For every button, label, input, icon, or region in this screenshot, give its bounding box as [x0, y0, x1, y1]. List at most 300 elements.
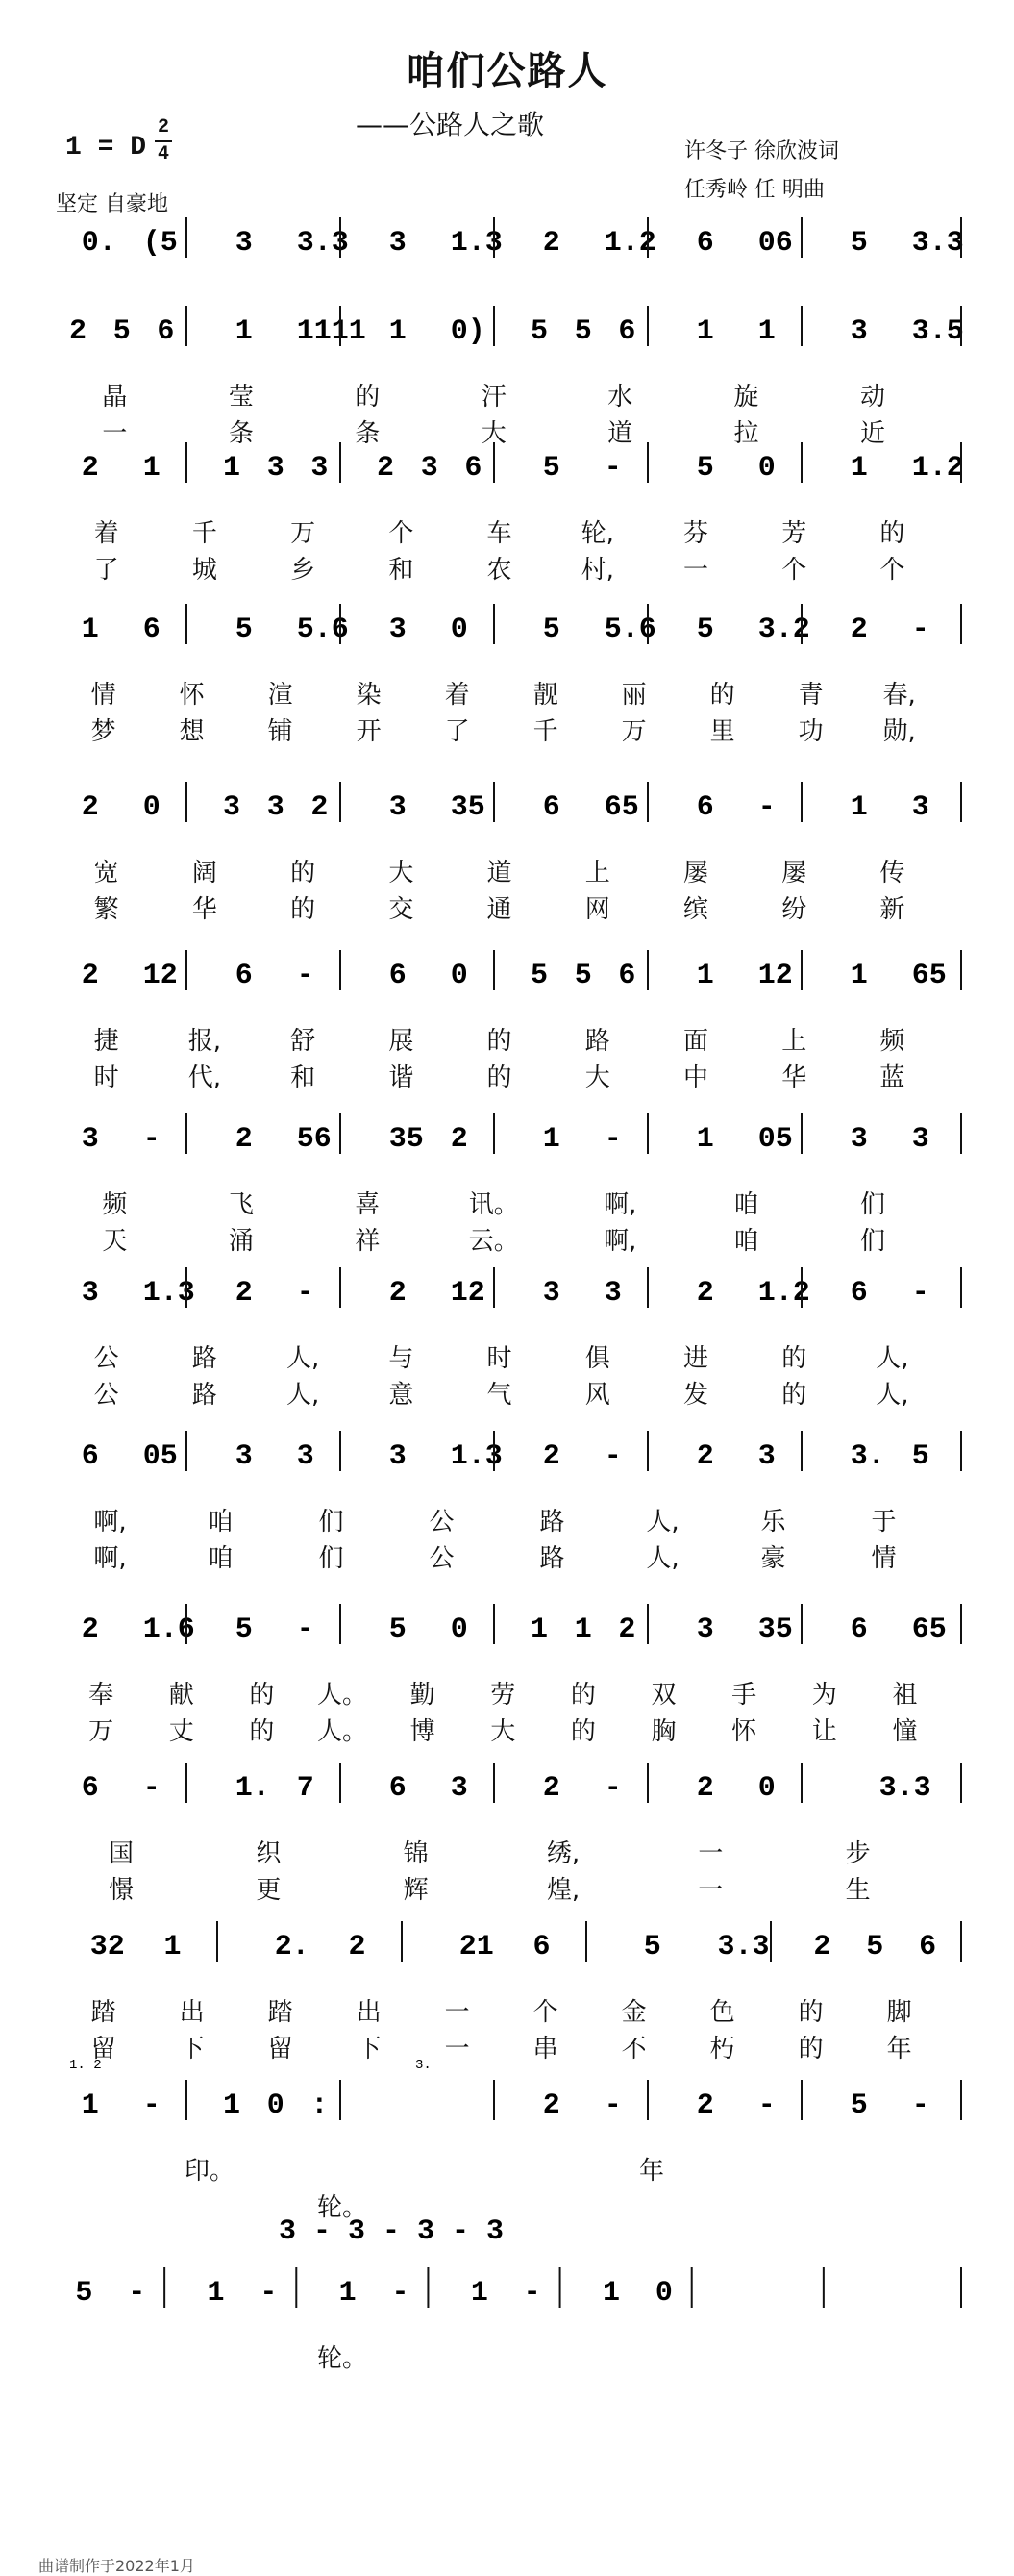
lyric-syllable: 报, [187, 1027, 222, 1056]
lyric-syllable: 通 [486, 895, 512, 924]
lyric-syllable: 中 [682, 1063, 709, 1092]
lyric-syllable: 的 [709, 681, 735, 710]
lyric-syllable: 铺 [267, 717, 293, 746]
lyric-syllable: 万 [621, 717, 647, 746]
lyric-syllable: 丈 [168, 1717, 194, 1746]
lyric-syllable: 大 [481, 419, 507, 448]
note-group: 5 [574, 315, 592, 348]
volta-2-label: 3. [415, 2058, 432, 2073]
note-group: 1.6 [142, 1613, 195, 1646]
note-group: 5 [531, 960, 549, 992]
note-group: 2. [274, 1931, 309, 1963]
lyric-syllable: 留 [90, 2035, 116, 2063]
lyric-line-2 [0, 550, 1014, 585]
lyric-syllable: 靓 [532, 681, 558, 710]
note-group: 6 [388, 960, 407, 992]
note-group: 35 [757, 1613, 793, 1646]
note-group: 1 [142, 452, 161, 485]
note-group: 1 [531, 1613, 549, 1646]
notation-svg [0, 435, 1014, 521]
note-group: 6 [532, 1931, 551, 1963]
lyric-syllable: 憬 [108, 1876, 135, 1905]
note-group: 35 [450, 791, 485, 824]
note-group: 2 [696, 1277, 714, 1310]
lyric-syllable: 大 [584, 1063, 610, 1092]
note-group: 65 [604, 791, 639, 824]
note-group: 12 [142, 960, 178, 992]
lyric-syllable: 印。 [184, 2157, 235, 2186]
lyric-syllable: 染 [356, 681, 382, 710]
lyric-syllable: 纷 [781, 895, 807, 924]
note-group: 3 [911, 791, 929, 824]
lyric-syllable: 朽 [709, 2035, 735, 2063]
note-group: 2 [696, 2089, 714, 2122]
note-group: 3 [850, 315, 868, 348]
lyric-syllable: 步 [845, 1839, 871, 1868]
lyric-syllable: 人, [285, 1344, 320, 1373]
note-group: 2 [81, 960, 99, 992]
lyric-syllable: 的 [781, 1344, 807, 1373]
note-group: - [604, 1440, 622, 1473]
notation-svg [0, 1260, 1014, 1346]
lyric-syllable: 村, [581, 556, 614, 585]
note-group: 1 [207, 2277, 225, 2310]
lyric-syllable: 和 [388, 556, 414, 585]
note-group: 3.3 [717, 1931, 770, 1963]
note-group: 0 [266, 2089, 284, 2122]
note-group: 2 [348, 1931, 366, 1963]
lyric-syllable: 的 [290, 859, 316, 888]
lyric-syllable: 豪 [760, 1544, 786, 1573]
note-group: 1 [81, 2089, 99, 2122]
lyric-syllable: 城 [191, 556, 217, 585]
lyric-syllable: 青 [798, 681, 824, 710]
lyric-syllable: 人, [646, 1508, 680, 1537]
lyric-syllable: 于 [871, 1508, 897, 1537]
note-group: - [142, 1772, 161, 1805]
note-group: 5 [542, 452, 560, 485]
lyric-syllable: 频 [879, 1027, 905, 1056]
lyric-syllable: 们 [318, 1508, 344, 1537]
lyric-syllable: 喜 [355, 1190, 381, 1219]
lyric-syllable: 一 [102, 419, 128, 448]
lyric-syllable: 路 [584, 1027, 610, 1056]
note-group: 2 [696, 1772, 714, 1805]
staff-system-11 [0, 1755, 1014, 1816]
notation-svg [0, 942, 1014, 1029]
lyric-syllable: 的 [798, 2035, 824, 2063]
lyric-syllable: 个 [388, 519, 414, 548]
lyric-syllable: 咱 [208, 1544, 234, 1573]
lyric-syllable: 谐 [388, 1063, 414, 1092]
notation-svg [0, 2058, 1014, 2159]
note-group: 3 [542, 1277, 560, 1310]
note-group: 3 [310, 452, 329, 485]
lyric-syllable: 色 [709, 1998, 735, 2027]
lyric-line-2 [0, 889, 1014, 924]
lyric-syllable: 人, [876, 1344, 909, 1373]
note-group: 3.2 [757, 613, 810, 646]
note-group: 6 [919, 1931, 937, 1963]
note-group: 1 [574, 1613, 592, 1646]
lyric-syllable: 博 [409, 1717, 435, 1746]
lyric-syllable: 让 [811, 1717, 837, 1746]
lyric-syllable: 路 [191, 1344, 217, 1373]
lyric-syllable: 一 [698, 1839, 724, 1868]
lyric-syllable: 情 [871, 1544, 897, 1573]
note-group: 3 [388, 227, 407, 260]
note-group: 1 [602, 2277, 620, 2310]
note-group: 5 [235, 1613, 253, 1646]
lyric-syllable: 着 [444, 681, 470, 710]
lyric-syllable: 个 [781, 556, 807, 585]
lyric-syllable: 汗 [481, 383, 507, 412]
lyric-syllable: 锦 [403, 1839, 429, 1868]
lyric-syllable: 脚 [886, 1998, 912, 2027]
note-group: - [296, 1277, 314, 1310]
note-group: 1 [388, 315, 407, 348]
note-group: 3.3 [296, 227, 349, 260]
lyric-syllable: 双 [651, 1681, 677, 1710]
lyric-line-1 [0, 1185, 1014, 1219]
notation-svg [0, 1106, 1014, 1192]
note-group: - [911, 2089, 929, 2122]
lyric-syllable: 宽 [93, 859, 119, 888]
lyric-syllable: 了 [93, 556, 119, 585]
lyric-syllable: 下 [356, 2035, 382, 2063]
lyric-syllable: 国 [108, 1839, 135, 1868]
lyric-syllable: 啊, [93, 1508, 127, 1537]
lyric-syllable: 意 [388, 1381, 414, 1410]
note-group: 1 [223, 2089, 241, 2122]
lyric-syllable: 路 [191, 1381, 217, 1410]
note-group: 2 [81, 452, 99, 485]
note-group: 12 [757, 960, 793, 992]
note-group: 2 [850, 613, 868, 646]
lyric-syllable: 们 [318, 1544, 344, 1573]
lyric-syllable: 着 [93, 519, 119, 548]
lyric-syllable: 大 [388, 859, 414, 888]
lyric-syllable: 展 [388, 1027, 414, 1056]
lyric-syllable: 拉 [733, 419, 759, 448]
note-group: 1 [223, 452, 241, 485]
note-group: 6 [618, 960, 636, 992]
note-group: - [757, 2089, 776, 2122]
note-group: 3 [223, 791, 241, 824]
staff-system-10 [0, 1596, 1014, 1658]
note-group: 7 [296, 1772, 314, 1805]
note-group: 5.6 [604, 613, 656, 646]
notation-svg [0, 1596, 1014, 1683]
lyric-syllable: 踏 [90, 1998, 116, 2027]
note-group: 05 [757, 1123, 793, 1156]
lyric-syllable: 路 [539, 1508, 565, 1537]
lyric-line-2 [0, 1712, 1014, 1746]
lyric-syllable: 和 [290, 1063, 316, 1092]
note-group: : [310, 2089, 329, 2122]
lyric-syllable: 勤 [409, 1681, 435, 1710]
lyric-line-1 [0, 1021, 1014, 1056]
lyric-syllable: 芳 [781, 519, 807, 548]
staff-system-6 [0, 942, 1014, 1004]
note-group: - [604, 452, 622, 485]
lyric-syllable: 的 [290, 895, 316, 924]
lyric-line-1 [0, 675, 1014, 710]
note-group: 6 [850, 1277, 868, 1310]
note-group: - [391, 2277, 409, 2310]
notation-svg [0, 2215, 1014, 2346]
note-group: 3 [235, 1440, 253, 1473]
lyric-syllable: 舒 [290, 1027, 316, 1056]
lyric-syllable: 华 [191, 895, 217, 924]
lyric-line-2 [0, 1538, 1014, 1573]
note-group: 2 [388, 1277, 407, 1310]
lyric-syllable: 的 [486, 1063, 512, 1092]
note-group: 6 [850, 1613, 868, 1646]
staff-system-2 [0, 298, 1014, 360]
lyric-syllable: 的 [570, 1681, 596, 1710]
note-group: 3 [757, 1440, 776, 1473]
lyric-syllable: 啊, [93, 1544, 127, 1573]
note-group: 0 [142, 791, 161, 824]
lyric-line-1 [0, 513, 1014, 548]
notation-svg [0, 210, 1014, 296]
meter-bottom: 4 [157, 143, 169, 165]
tempo-marking: 坚定 自豪地 [56, 192, 168, 216]
song-subtitle: ——公路人之歌 [356, 109, 545, 140]
lyric-syllable: 时 [93, 1063, 119, 1092]
lyric-syllable: 网 [584, 895, 610, 924]
note-group: 3.5 [911, 315, 964, 348]
lyric-syllable: 人。 [316, 1681, 368, 1710]
note-group: 56 [296, 1123, 332, 1156]
lyric-syllable: 绣, [546, 1839, 581, 1868]
note-group: 1 [235, 315, 253, 348]
note-group: - [142, 2089, 161, 2122]
lyric-syllable: 缤 [682, 895, 709, 924]
note-group: 1 [470, 2277, 488, 2310]
note-group: 1 [757, 315, 776, 348]
notation-svg [0, 1913, 1014, 2000]
note-group: 3 [604, 1277, 622, 1310]
lyric-syllable: 频 [102, 1190, 128, 1219]
lyric-line-2 [0, 1221, 1014, 1256]
note-group: 65 [911, 1613, 947, 1646]
note-group: 2 [618, 1613, 636, 1646]
note-group: 2 [81, 1613, 99, 1646]
note-group: 5 [112, 315, 131, 348]
note-group: - [296, 960, 314, 992]
staff-system-3 [0, 435, 1014, 496]
note-group: 1.2 [604, 227, 656, 260]
lyric-syllable: 动 [859, 383, 886, 412]
lyric-syllable: 为 [811, 1681, 837, 1710]
note-group: 2 [813, 1931, 831, 1963]
note-group: 6 [618, 315, 636, 348]
note-group: 0 [757, 1772, 776, 1805]
lyric-syllable: 个 [879, 556, 905, 585]
note-group: 2 [696, 1440, 714, 1473]
note-group: 1.3 [142, 1277, 195, 1310]
note-group: 5 [696, 452, 714, 485]
lyric-syllable: 下 [179, 2035, 205, 2063]
lyric-syllable: 留 [267, 2035, 293, 2063]
lyric-syllable: 胸 [651, 1717, 677, 1746]
lyric-syllable: 飞 [228, 1190, 254, 1219]
lyric-syllable: 煌, [546, 1876, 581, 1905]
note-group: - [604, 1772, 622, 1805]
lyric-syllable: 生 [845, 1876, 871, 1905]
note-group: 3 [911, 1123, 929, 1156]
note-group: 2 [542, 227, 560, 260]
note-group: 0. [81, 227, 116, 260]
lyric-syllable: 出 [179, 1998, 205, 2027]
lyric-line-2 [0, 1375, 1014, 1410]
note-group: 3 [266, 452, 284, 485]
lyricist-credit: 许冬子 徐欣波词 [684, 139, 839, 163]
lyric-syllable: 轮。 [316, 2193, 368, 2222]
lyric-syllable: 万 [290, 519, 316, 548]
lyric-syllable: 繁 [93, 895, 119, 924]
note-group: 1 [850, 791, 868, 824]
note-group: 3 [450, 1772, 468, 1805]
lyric-line-2 [0, 712, 1014, 746]
note-group: 6 [81, 1440, 99, 1473]
note-group: 1. [235, 1772, 270, 1805]
lyric-syllable: 近 [859, 419, 886, 448]
note-group: - [296, 1613, 314, 1646]
lyric-syllable: 辉 [403, 1876, 429, 1905]
lyric-syllable: 一 [682, 556, 709, 585]
note-group: 2 [235, 1123, 253, 1156]
note-group: 6 [235, 960, 253, 992]
lyric-syllable: 手 [731, 1681, 757, 1710]
lyric-syllable: 的 [879, 519, 905, 548]
lyric-syllable: 开 [356, 717, 382, 746]
lyric-syllable: 屡 [682, 859, 709, 888]
lyric-syllable: 俱 [584, 1344, 610, 1373]
note-group: 2 [377, 452, 395, 485]
lyric-syllable: 们 [859, 1227, 886, 1256]
lyric-syllable: 莹 [228, 383, 254, 412]
lyric-syllable: 劳 [490, 1681, 516, 1710]
note-group: 2 [450, 1123, 468, 1156]
lyric-line-1 [0, 1834, 1014, 1868]
staff-system-8 [0, 1260, 1014, 1321]
lyric-syllable: 里 [709, 717, 735, 746]
note-group: 6 [696, 791, 714, 824]
lyric-line-1 [0, 853, 1014, 888]
lyric-syllable: 乐 [760, 1508, 786, 1537]
note-group: 1 [850, 960, 868, 992]
lyric-syllable: 人, [285, 1381, 320, 1410]
lyric-syllable: 人, [646, 1544, 680, 1573]
footer-note: 曲谱制作于2022年1月 [38, 2557, 195, 2575]
lyric-syllable: 们 [859, 1190, 886, 1219]
lyric-syllable: 功 [798, 717, 824, 746]
lyric-syllable: 憧 [892, 1717, 918, 1746]
note-group: 2 [235, 1277, 253, 1310]
lyric-line-1 [0, 1992, 1014, 2027]
note-group: - [128, 2277, 146, 2310]
staff-system-12 [0, 1913, 1014, 1975]
lyric-line-1 [0, 377, 1014, 412]
lyric-line-2 [0, 1870, 1014, 1905]
lyric-syllable: 发 [682, 1381, 709, 1410]
note-group: 6 [696, 227, 714, 260]
lyric-syllable: 新 [879, 895, 905, 924]
note-group: 0 [450, 960, 468, 992]
lyric-syllable: 农 [486, 556, 512, 585]
upper-voice-notes: 3 - 3 - 3 - 3 [279, 2215, 505, 2248]
lyric-syllable: 天 [102, 1227, 128, 1256]
lyric-syllable: 华 [781, 1063, 807, 1092]
note-group: - [911, 1277, 929, 1310]
lyric-syllable: 的 [781, 1381, 807, 1410]
lyric-line-1 [0, 2151, 1014, 2186]
note-group: - [604, 2089, 622, 2122]
note-group: 5 [866, 1931, 884, 1963]
lyric-syllable: 咱 [733, 1227, 759, 1256]
lyric-syllable: 更 [256, 1876, 282, 1905]
song-title: 咱们公路人 [406, 49, 608, 93]
note-group: - [142, 1123, 161, 1156]
note-group: 05 [142, 1440, 178, 1473]
lyric-syllable: 咱 [208, 1508, 234, 1537]
lyric-syllable: 上 [781, 1027, 807, 1056]
lyric-syllable: 想 [179, 717, 205, 746]
note-group: 5 [542, 613, 560, 646]
note-group: 1 [542, 1123, 560, 1156]
note-group: - [260, 2277, 278, 2310]
note-group: 6 [542, 791, 560, 824]
note-group: 65 [911, 960, 947, 992]
note-group: 1 [696, 1123, 714, 1156]
note-group: 2 [310, 791, 329, 824]
lyric-line-1 [0, 2338, 1014, 2373]
note-group: 2 [542, 1440, 560, 1473]
note-group: 3 [81, 1123, 99, 1156]
note-group: 3.3 [911, 227, 964, 260]
note-group: 3 [388, 1440, 407, 1473]
note-group: 0) [450, 315, 485, 348]
lyric-syllable: 云。 [468, 1227, 519, 1256]
lyric-syllable: 蓝 [879, 1063, 905, 1092]
lyric-syllable: 公 [429, 1508, 455, 1537]
lyric-syllable: 年 [886, 2035, 912, 2063]
lyric-syllable: 晶 [102, 383, 128, 412]
note-group: 1.2 [911, 452, 964, 485]
lyric-syllable: 交 [388, 895, 414, 924]
note-group: 3 [420, 452, 438, 485]
note-group: 3. [850, 1440, 885, 1473]
note-group: - [523, 2277, 541, 2310]
note-group: 32 [89, 1931, 125, 1963]
lyric-syllable: 阔 [191, 859, 217, 888]
lyric-syllable: 乡 [290, 556, 316, 585]
lyric-syllable: 勋, [882, 717, 916, 746]
note-group: - [911, 613, 929, 646]
lyric-syllable: 大 [490, 1717, 516, 1746]
note-group: 5 [75, 2277, 93, 2310]
lyric-syllable: 织 [256, 1839, 282, 1868]
key-signature: 1 = D [65, 133, 147, 163]
note-group: 1.2 [757, 1277, 810, 1310]
note-group: 3 [266, 791, 284, 824]
note-group: 3 [81, 1277, 99, 1310]
lyric-syllable: 串 [532, 2035, 558, 2063]
lyric-syllable: 的 [249, 1717, 275, 1746]
